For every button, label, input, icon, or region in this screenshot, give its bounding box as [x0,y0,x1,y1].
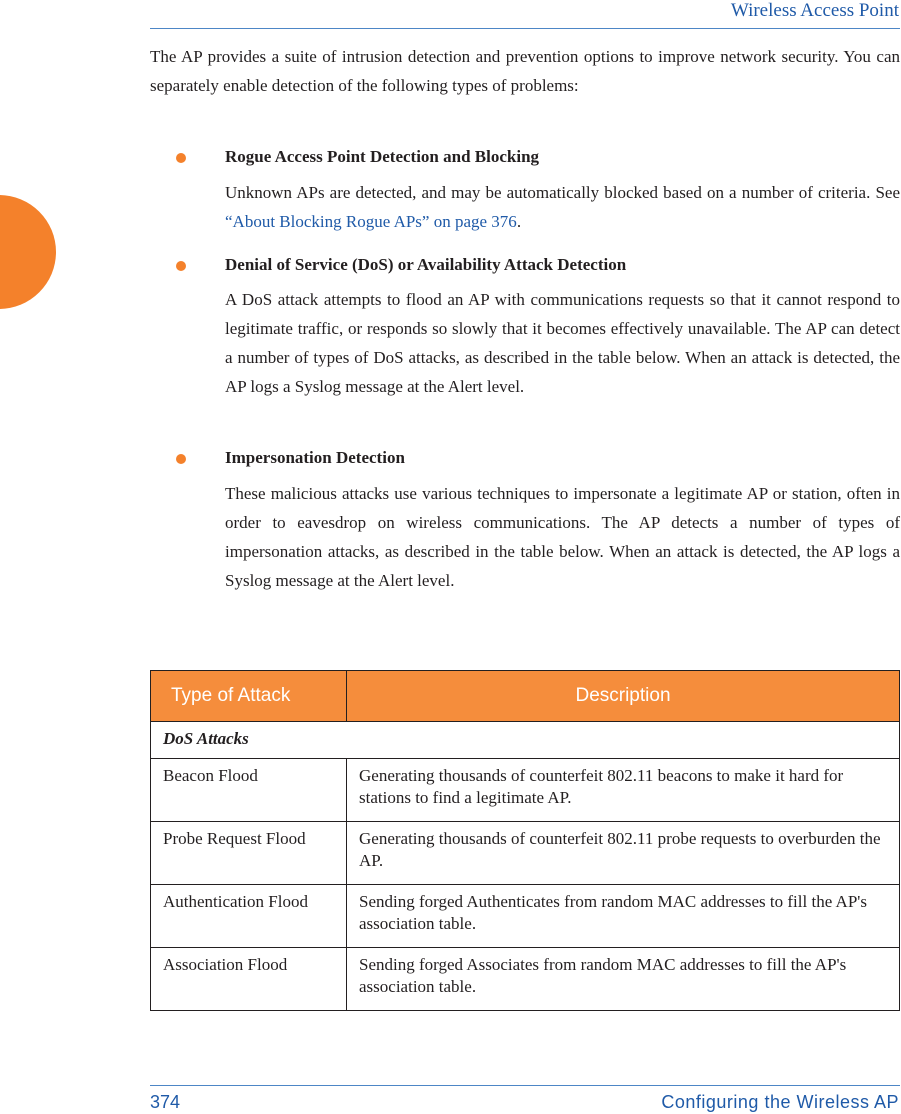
attack-description-cell: Sending forged Authenticates from random MAC addresses to fill the AP's association table. [347,885,900,948]
table-row [151,759,900,822]
attack-description-cell: Sending forged Associates from random MAC addresses to fill the AP's association table. [347,948,900,1011]
table-row [151,948,900,1011]
page-number: 374 [150,1092,181,1112]
section-text-rogue-ap: Unknown APs are detected, and may be automatically blocked based on a number of criteria. See “About Blocking Rogue APs” on page 376. [225,183,900,231]
table-row [151,885,900,948]
section-title-impersonation: Impersonation Detection [225,448,405,467]
bullet-icon [176,454,186,464]
attack-types-table [150,670,900,1011]
chapter-tab-marker [0,195,56,309]
column-header-description: Description [347,671,900,722]
table-section-label: DoS Attacks [151,722,900,759]
attack-type-cell: Beacon Flood [151,759,347,822]
running-header-title: Wireless Access Point [730,0,899,21]
chapter-title: Configuring the Wireless AP [661,1092,899,1112]
attack-description-cell: Generating thousands of counterfeit 802.11 beacons to make it hard for stations to find a legitimate AP. [347,759,900,822]
table-header-row [151,671,900,722]
column-header-type: Type of Attack [151,671,347,722]
table-section-row [151,722,900,759]
section-title-rogue-ap: Rogue Access Point Detection and Blocking [225,147,540,166]
bullet-icon [176,261,186,271]
intro-paragraph: The AP provides a suite of intrusion detection and prevention options to improve network security. You can separately enable detection of the following types of problems: [150,47,900,95]
table-row [151,822,900,885]
section-text-dos: A DoS attack attempts to flood an AP with communications requests so that it cannot respond to legitimate traffic, or responds so slowly that it becomes effectively unavailable. The AP can detect a number of types of DoS attacks, as described in the table below. When an attack is detected, the AP logs a Syslog message at the Alert level. [225,290,900,396]
attack-type-cell: Authentication Flood [151,885,347,948]
cross-reference-link[interactable]: “About Blocking Rogue APs” on page 376 [225,212,517,231]
header-rule [150,28,900,29]
attack-description-cell: Generating thousands of counterfeit 802.11 probe requests to overburden the AP. [347,822,900,885]
attack-type-cell: Probe Request Flood [151,822,347,885]
bullet-icon [176,153,186,163]
section-title-dos: Denial of Service (DoS) or Availability Attack Detection [225,255,627,274]
footer-rule [150,1085,900,1086]
attack-type-cell: Association Flood [151,948,347,1011]
section-text-impersonation: These malicious attacks use various techniques to impersonate a legitimate AP or station, often in order to eavesdrop on wireless communications. The AP detects a number of types of impersonation attacks, as described in the table below. When an attack is detected, the AP logs a Syslog message at the Alert level. [225,484,900,590]
